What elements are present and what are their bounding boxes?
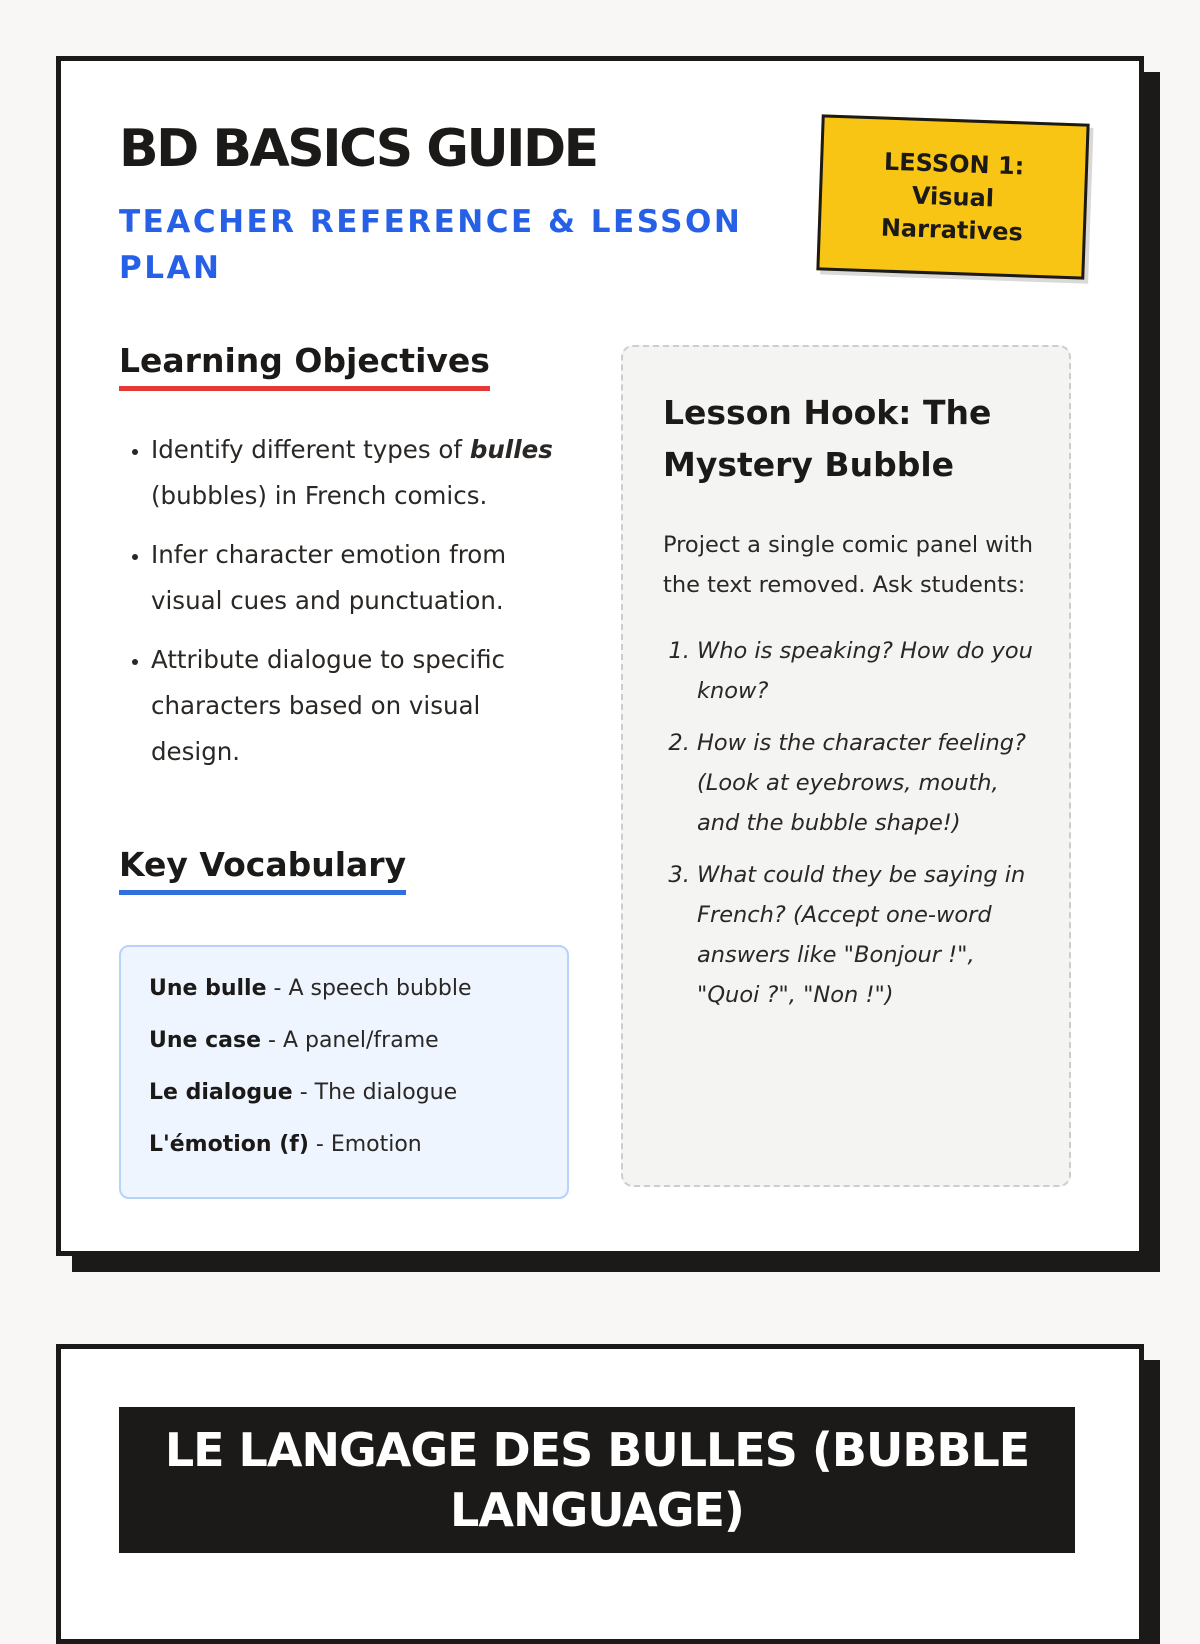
hook-question: 3. What could they be saying in French? (Accept one-word answers like "Bonjour !", "Quoi ?", "Non !") <box>697 855 1035 1015</box>
vocab-term: L'émotion (f) <box>149 1132 309 1157</box>
vocab-term: Le dialogue <box>149 1080 293 1105</box>
vocab-term: Une bulle <box>149 976 267 1001</box>
hook-question: 2. How is the character feeling? (Look at eyebrows, mouth, and the bubble shape!) <box>697 723 1035 843</box>
vocab-term: Une case <box>149 1028 262 1053</box>
hook-question: 1. Who is speaking? How do you know? <box>697 631 1035 711</box>
vocab-definition: - A speech bubble <box>266 976 472 1001</box>
vocab-item <box>149 1027 539 1055</box>
vocabulary-box <box>119 945 569 1199</box>
vocab-definition: - Emotion <box>308 1132 422 1157</box>
lesson-tag-label: LESSON 1: Visual Narratives <box>880 147 1025 246</box>
vocab-definition: - The dialogue <box>292 1080 458 1105</box>
vocab-definition: - A panel/frame <box>261 1028 439 1053</box>
objective-text: Attribute dialogue to specific characters based on visual design. <box>151 645 506 766</box>
section-banner <box>119 1407 1075 1553</box>
objective-item <box>151 637 571 775</box>
objective-text: (bubbles) in French comics. <box>151 481 488 510</box>
hook-intro: Project a single comic panel with the text removed. Ask students: <box>663 532 1033 598</box>
hook-questions <box>663 631 1035 1015</box>
lesson-card <box>56 56 1144 1256</box>
vocab-item <box>149 975 539 1003</box>
page-subtitle: TEACHER REFERENCE & LESSON PLAN <box>119 204 743 286</box>
page-title: BD BASICS GUIDE <box>119 119 597 179</box>
objective-text: Infer character emotion from visual cues and punctuation. <box>151 540 507 615</box>
vocabulary-heading: Key Vocabulary <box>119 847 406 895</box>
bubble-language-card <box>56 1344 1144 1644</box>
vocab-item <box>149 1131 539 1159</box>
objective-item <box>151 427 571 519</box>
objective-item <box>151 532 571 624</box>
objectives-heading: Learning Objectives <box>119 343 490 391</box>
hook-title: Lesson Hook: The Mystery Bubble <box>663 393 992 484</box>
objectives-list <box>119 427 571 788</box>
vocab-item <box>149 1079 539 1107</box>
objective-term: bulles <box>469 435 553 464</box>
section-banner-title: LE LANGAGE DES BULLES (BUBBLE LANGUAGE) <box>164 1423 1030 1537</box>
lesson-tag <box>816 114 1089 279</box>
objective-text: Identify different types of <box>151 435 470 464</box>
lesson-hook-box <box>621 345 1071 1187</box>
